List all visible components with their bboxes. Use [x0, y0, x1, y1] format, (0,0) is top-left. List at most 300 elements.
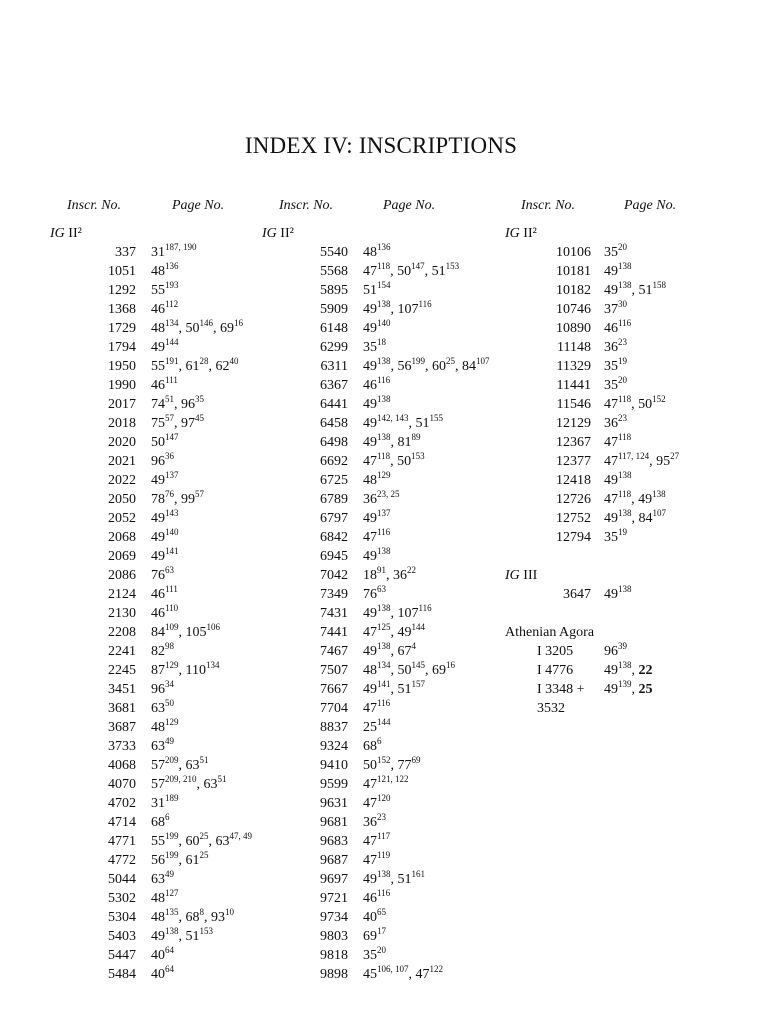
footnote-number: 138	[618, 508, 632, 518]
column-body	[505, 224, 755, 718]
page-number: 49	[151, 549, 165, 564]
page-references	[151, 946, 174, 965]
page-references	[363, 813, 386, 832]
page-references: $49^{138}$, $67^4$	[363, 641, 416, 659]
index-row	[505, 528, 755, 547]
footnote-number: 140	[377, 318, 391, 328]
footnote-number: 30	[618, 299, 627, 309]
inscription-number: 2021	[108, 454, 136, 469]
footnote-number: 69	[411, 755, 421, 765]
footnote-number: 154	[377, 280, 391, 290]
footnote-number: 25	[199, 850, 209, 860]
page-number: 49	[363, 359, 377, 374]
page-number: 61	[185, 853, 200, 868]
page-number: 50	[363, 758, 377, 773]
page-number: 84	[151, 625, 165, 640]
inscription-number: 10746	[556, 302, 591, 317]
inscription-number: 11441	[556, 378, 591, 393]
page-references	[363, 338, 386, 357]
inscription-number: 6789	[320, 492, 348, 507]
page-number: 49	[363, 416, 377, 431]
footnote-number: 138	[377, 432, 391, 442]
index-row	[262, 642, 512, 661]
index-row	[262, 794, 512, 813]
footnote-number: 116	[418, 299, 432, 309]
page-number: 46	[151, 378, 165, 393]
page-number: 63	[151, 739, 165, 754]
index-row	[50, 680, 250, 699]
group-label-italic: IG	[50, 226, 65, 241]
footnote-number: 121, 122	[377, 774, 409, 784]
index-column-2	[262, 196, 512, 984]
page-number: 96	[181, 397, 195, 412]
page-number: 50	[397, 264, 412, 279]
footnote-number: 10	[225, 907, 234, 917]
page-references	[363, 927, 386, 946]
page-number: 56	[397, 359, 412, 374]
footnote-number: 158	[652, 280, 666, 290]
footnote-number: 20	[618, 242, 627, 252]
index-row	[50, 832, 250, 851]
footnote-number: 138	[377, 299, 391, 309]
page-references: $75^{57}$, $97^{45}$	[151, 413, 204, 431]
footnote-number: 39	[618, 641, 627, 651]
page-number: 97	[181, 416, 195, 431]
footnote-number: 106, 107	[377, 964, 409, 974]
page-references: $55^{199}$, $60^{25}$, 63$^{47, 49}$	[151, 831, 252, 849]
inscription-number: 6692	[320, 454, 348, 469]
footnote-number: 111	[165, 375, 178, 385]
index-row	[50, 813, 250, 832]
footnote-number: 153	[445, 261, 460, 271]
page-number: 55	[151, 834, 165, 849]
footnote-number: 138	[377, 603, 391, 613]
page-references	[151, 794, 179, 813]
inscription-number: 5304	[108, 910, 136, 925]
inscription-number: 2020	[108, 435, 136, 450]
page-number: 63	[203, 777, 218, 792]
footnote-number: 129	[165, 660, 179, 670]
footnote-number: 199	[165, 850, 179, 860]
index-row	[505, 471, 755, 490]
index-row	[262, 699, 512, 718]
index-row	[262, 452, 512, 471]
footnote-number: 23, 25	[377, 489, 400, 499]
page-references	[604, 471, 632, 490]
footnote-number: 138	[377, 394, 391, 404]
footnote-number: 144	[411, 622, 425, 632]
page-references: $74^{51}$, $96^{35}$	[151, 394, 204, 412]
page-number: 67	[397, 644, 412, 659]
page-references	[363, 319, 391, 338]
index-row	[50, 889, 250, 908]
index-row	[50, 319, 250, 338]
footnote-number: 119	[377, 850, 391, 860]
page-number: 49	[363, 549, 377, 564]
index-row	[505, 319, 755, 338]
page-references	[363, 395, 391, 414]
page-number: 49	[151, 473, 165, 488]
group-label-text: Athenian Agora	[505, 625, 595, 640]
index-row	[50, 490, 250, 509]
page-number: 49	[363, 511, 377, 526]
inscription-number: 6441	[320, 397, 348, 412]
inscription-number: 4771	[108, 834, 136, 849]
index-row	[262, 319, 512, 338]
footnote-number: 23	[618, 337, 627, 347]
index-row	[505, 509, 755, 528]
page-references	[363, 509, 391, 528]
inscription-number: 7467	[320, 644, 348, 659]
page-number: 96	[151, 682, 165, 697]
footnote-number: 16	[446, 660, 455, 670]
inscription-number: 11546	[556, 397, 591, 412]
footnote-number: 65	[377, 907, 386, 917]
footnote-number: 116	[377, 375, 391, 385]
page-references	[363, 243, 391, 262]
index-row	[262, 243, 512, 262]
page-number: 49	[604, 511, 618, 526]
index-row	[50, 756, 250, 775]
page-references	[604, 243, 627, 262]
column-body	[50, 224, 250, 984]
page-references: 57$^{209, 210}$, $63^{51}$	[151, 774, 227, 792]
inscription-number: 12367	[556, 435, 591, 450]
index-row	[505, 300, 755, 319]
page-references	[363, 471, 391, 490]
index-row	[262, 737, 512, 756]
inscr-no-header: Inscr. No.	[521, 198, 576, 213]
group-spacer	[505, 547, 755, 566]
inscription-number: 9818	[320, 948, 348, 963]
footnote-number: 57	[165, 413, 174, 423]
page-references: $49^{138}$, $51^{158}$	[604, 280, 666, 298]
inscription-number: 9697	[320, 872, 348, 887]
index-row	[50, 642, 250, 661]
index-column-3	[505, 196, 755, 718]
page-references	[363, 528, 390, 547]
inscription-number: 4070	[108, 777, 136, 792]
page-number: 84	[638, 511, 653, 526]
page-number: 49	[363, 435, 377, 450]
inscription-number: 12752	[556, 511, 591, 526]
page-number: 47	[604, 454, 618, 469]
page-number: 51	[397, 682, 412, 697]
footnote-number: 138	[652, 489, 666, 499]
page-references	[151, 737, 174, 756]
page-number: 51	[185, 929, 200, 944]
footnote-number: 145	[411, 660, 425, 670]
inscription-number: 10182	[556, 283, 591, 298]
page-number: 55	[151, 283, 165, 298]
inscription-number: 12377	[556, 454, 591, 469]
group-label	[505, 566, 755, 585]
page-number: 84	[462, 359, 476, 374]
page-number: 51	[638, 283, 653, 298]
footnote-number: 117, 124	[618, 451, 650, 461]
index-row	[262, 433, 512, 452]
footnote-number: 138	[618, 584, 632, 594]
page-references: $47^{118}$, $49^{138}$	[604, 489, 666, 507]
footnote-number: 64	[165, 964, 174, 974]
page-number: 47	[363, 853, 377, 868]
page-number: 50	[151, 435, 165, 450]
inscription-number: 3532	[537, 701, 565, 716]
footnote-number: 152	[652, 394, 666, 404]
page-number: 35	[363, 948, 377, 963]
index-row	[50, 699, 250, 718]
footnote-number: 6	[165, 812, 170, 822]
inscription-number: 9683	[320, 834, 348, 849]
footnote-number: 76	[165, 489, 174, 499]
footnote-number: 34	[165, 679, 174, 689]
page-number: 36	[604, 416, 618, 431]
page-number: 46	[151, 606, 165, 621]
inscription-number: 9324	[320, 739, 348, 754]
page-number: 48	[363, 245, 377, 260]
inscription-number: 1292	[108, 283, 136, 298]
page-references: $49^{138}$, $107^{116}$	[363, 603, 432, 621]
plate-number: 22	[638, 663, 653, 678]
footnote-number: 155	[429, 413, 443, 423]
footnote-number: 116	[377, 888, 391, 898]
footnote-number: 23	[618, 413, 627, 423]
index-row	[505, 338, 755, 357]
page-number: 46	[363, 378, 377, 393]
page-number: 46	[604, 321, 618, 336]
index-row	[50, 927, 250, 946]
inscription-number: 3733	[108, 739, 136, 754]
inscription-number: 4714	[108, 815, 136, 830]
column-header	[50, 196, 250, 215]
group-label	[505, 623, 755, 642]
index-row	[262, 585, 512, 604]
footnote-number: 140	[165, 527, 179, 537]
index-row	[262, 832, 512, 851]
page-number: 68	[185, 910, 200, 925]
footnote-number: 4	[411, 641, 416, 651]
inscription-number: 1368	[108, 302, 136, 317]
footnote-number: 35	[195, 394, 204, 404]
page-references	[363, 851, 390, 870]
page-number: 37	[604, 302, 618, 317]
index-row	[50, 965, 250, 984]
index-row	[505, 642, 755, 661]
footnote-number: 120	[377, 793, 391, 803]
index-row	[505, 243, 755, 262]
page-number: 76	[363, 587, 377, 602]
index-row	[262, 661, 512, 680]
page-number: 46	[363, 891, 377, 906]
footnote-number: 143	[165, 508, 179, 518]
inscription-number: 2069	[108, 549, 136, 564]
page-references: $87^{129}$, $110^{134}$	[151, 660, 220, 678]
index-row	[262, 889, 512, 908]
page-number: 63	[185, 758, 200, 773]
page-number: 49	[363, 302, 377, 317]
index-row	[50, 737, 250, 756]
footnote-number: 147	[165, 432, 179, 442]
page-references	[604, 262, 632, 281]
inscription-number: 6797	[320, 511, 348, 526]
page-references	[151, 642, 174, 661]
index-row	[50, 433, 250, 452]
page-references	[151, 604, 178, 623]
footnote-number: 138	[618, 470, 632, 480]
page-references: $49^{138}$, $56^{199}$, $60^{25}$, $84^{107}$	[363, 356, 490, 374]
page-references	[151, 528, 179, 547]
footnote-number: 144	[165, 337, 179, 347]
page-number: 105	[185, 625, 207, 640]
page-references: $49^{139}$, 25	[604, 679, 653, 697]
footnote-number: 27	[670, 451, 680, 461]
page-number: 49	[151, 929, 165, 944]
footnote-number: 209, 210	[165, 774, 197, 784]
footnote-number: 28	[199, 356, 209, 366]
inscription-number: 6945	[320, 549, 348, 564]
page-references	[363, 832, 390, 851]
footnote-number: 199	[165, 831, 179, 841]
footnote-number: 49	[165, 736, 174, 746]
index-row	[50, 471, 250, 490]
footnote-number: 107	[476, 356, 490, 366]
inscription-number: 9631	[320, 796, 348, 811]
page-references	[151, 281, 179, 300]
page-number: 51	[363, 283, 377, 298]
index-row	[262, 528, 512, 547]
inscription-number: 12129	[556, 416, 591, 431]
page-references: $47^{118}$, $50^{152}$	[604, 394, 666, 412]
page-number: 51	[415, 416, 430, 431]
index-row	[50, 376, 250, 395]
footnote-number: 129	[165, 717, 179, 727]
page-references: $56^{199}$, $61^{25}$	[151, 850, 209, 868]
index-row	[262, 547, 512, 566]
footnote-number: 153	[411, 451, 425, 461]
group-label-italic: IG	[262, 226, 277, 241]
inscription-number: 337	[115, 245, 136, 260]
footnote-number: 147	[411, 261, 425, 271]
footnote-number: 153	[199, 926, 213, 936]
page-number: 18	[363, 568, 377, 583]
page-references: $49^{138}$, 22	[604, 660, 653, 678]
page-number: 47	[415, 967, 430, 982]
page-number: 51	[431, 264, 446, 279]
page-number: 50	[397, 454, 412, 469]
footnote-number: 189	[165, 793, 179, 803]
page-number: 46	[151, 302, 165, 317]
index-row	[262, 680, 512, 699]
page-number: 36	[393, 568, 407, 583]
index-row	[262, 509, 512, 528]
page-number: 49	[604, 473, 618, 488]
inscription-number: 11329	[556, 359, 591, 374]
index-row	[50, 509, 250, 528]
page-number: 77	[397, 758, 412, 773]
footnote-number: 117	[377, 831, 391, 841]
page-number: 69	[363, 929, 377, 944]
page-number: 36	[363, 492, 377, 507]
page-number: 49	[363, 397, 377, 412]
footnote-number: 23	[377, 812, 386, 822]
index-row	[50, 262, 250, 281]
page-references: $18^{91}$, $36^{22}$	[363, 565, 416, 583]
inscription-number: 6842	[320, 530, 348, 545]
index-row	[262, 775, 512, 794]
page-number: 35	[604, 530, 618, 545]
index-row	[50, 566, 250, 585]
inscription-number: I 4776	[537, 663, 574, 678]
footnote-number: 22	[407, 565, 416, 575]
page-references	[151, 585, 178, 604]
inscription-number: 2208	[108, 625, 136, 640]
inscription-number: 2052	[108, 511, 136, 526]
index-row	[50, 414, 250, 433]
footnote-number: 16	[234, 318, 243, 328]
page-number: 69	[220, 321, 234, 336]
page-references	[363, 889, 390, 908]
page-references: $55^{191}$, $61^{28}$, $62^{40}$	[151, 356, 239, 374]
inscription-number: 9803	[320, 929, 348, 944]
index-row	[50, 357, 250, 376]
page-number: 93	[211, 910, 225, 925]
page-number: 40	[363, 910, 377, 925]
footnote-number: 63	[377, 584, 386, 594]
index-row	[262, 870, 512, 889]
footnote-number: 36	[165, 451, 174, 461]
inscription-number: 5302	[108, 891, 136, 906]
inscription-number: 6725	[320, 473, 348, 488]
index-row	[505, 490, 755, 509]
page-number: 48	[151, 910, 165, 925]
index-row	[262, 604, 512, 623]
footnote-number: 138	[377, 641, 391, 651]
footnote-number: 187, 190	[165, 242, 197, 252]
page-references	[363, 281, 391, 300]
inscription-number: 7042	[320, 568, 348, 583]
page-number: 36	[604, 340, 618, 355]
index-row	[262, 300, 512, 319]
page-references: $48^{134}$, $50^{146}$, $69^{16}$	[151, 318, 243, 336]
index-row	[50, 794, 250, 813]
footnote-number: 116	[418, 603, 432, 613]
footnote-number: 138	[377, 546, 391, 556]
index-row	[505, 414, 755, 433]
inscription-number: I 3348 +	[537, 682, 585, 697]
page-references	[363, 775, 409, 794]
index-row	[50, 547, 250, 566]
index-row	[262, 718, 512, 737]
column-body	[262, 224, 512, 984]
page-number: 35	[363, 340, 377, 355]
page-references	[151, 566, 174, 585]
page-number: 68	[151, 815, 165, 830]
index-row	[50, 243, 250, 262]
page-number: 87	[151, 663, 165, 678]
inscription-number: 5484	[108, 967, 136, 982]
inscription-number: 6148	[320, 321, 348, 336]
index-row	[505, 376, 755, 395]
inscription-number: 9410	[320, 758, 348, 773]
footnote-number: 40	[229, 356, 239, 366]
page-number: 48	[151, 720, 165, 735]
inscription-number: 7349	[320, 587, 348, 602]
footnote-number: 125	[377, 622, 391, 632]
page-number: 40	[151, 948, 165, 963]
page-number: 49	[151, 530, 165, 545]
page-number: 49	[151, 511, 165, 526]
page-number: 56	[151, 853, 165, 868]
